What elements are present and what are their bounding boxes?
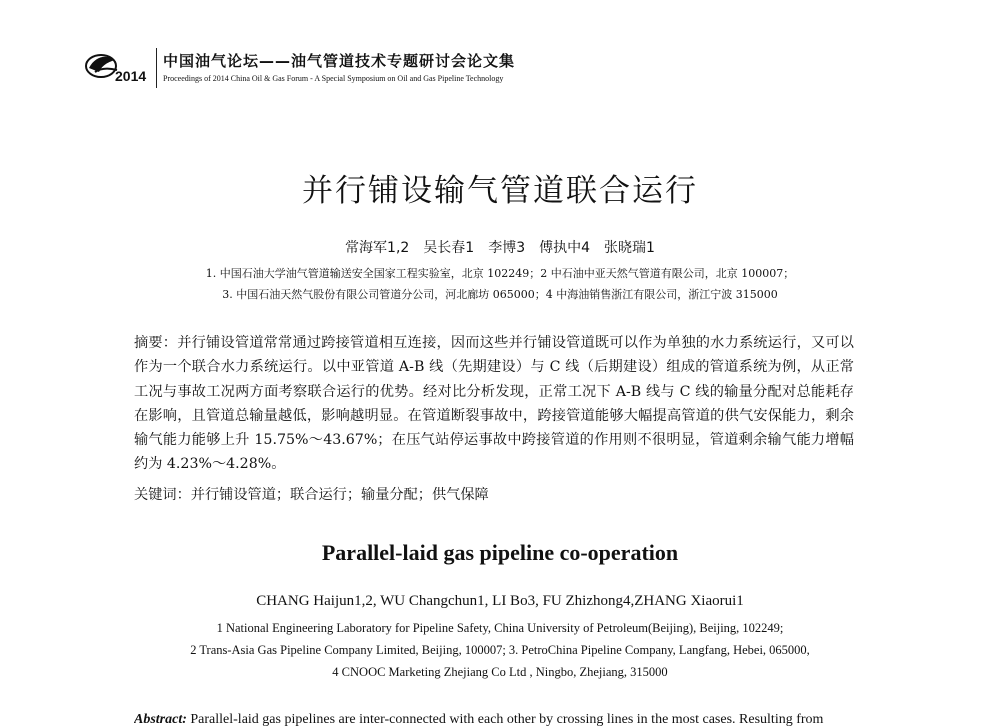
- abstract-en-text: Parallel-laid gas pipelines are inter-connected with each other by crossing lines in the most cases. Resulting from: [190, 712, 824, 727]
- header-year: 2014: [115, 68, 147, 84]
- header-divider: [156, 48, 157, 88]
- affiliation-en-3: 4 CNOOC Marketing Zhejiang Co Ltd , Ningbo, Zhejiang, 315000: [332, 665, 668, 679]
- paper-title-cn: 并行铺设输气管道联合运行: [302, 173, 698, 209]
- author-list-en: CHANG Haijun1,2, WU Changchun1, LI Bo3, FU Zhizhong4,ZHANG Xiaorui1: [256, 593, 744, 609]
- abstract-en: [134, 712, 854, 728]
- abstract-cn: 摘要：并行铺设管道常常通过跨接管道相互连接，因而这些并行铺设管道既可以作为单独的水力系统运行，又可以作为一个联合水力系统运行。以中亚管道 A-B 线（先期建设）与 C 线（后期建设）组成的管道系统为例，从正常工况与事故工况两方面考察联合运行的优势。经对比分析发现，正常工况下 A-B 线与 C 线的输量分配对总能耗存在影响，且管道总输量越低，影响越明显。在管道断裂事故中，跨接管道能够大幅提高管道的供气安保能力，剩余输气能力能够上升 15.75%～43.67%；在压气站停运事故中跨接管道的作用则不很明显，管道剩余输气能力增幅约为 4.23%～4.28%。: [134, 335, 854, 473]
- abstract-en-label: Abstract:: [134, 712, 187, 727]
- keywords-cn: 关键词：并行铺设管道；联合运行；输量分配；供气保障: [134, 487, 489, 503]
- affiliation-cn-1: 1. 中国石油大学油气管道输送安全国家工程实验室，北京 102249；2 中石油中亚天然气管道有限公司，北京 100007；: [205, 267, 795, 280]
- affiliation-en-2: 2 Trans-Asia Gas Pipeline Company Limited, Beijing, 100007; 3. PetroChina Pipeline Company, Langfang, Hebei, 065000,: [190, 643, 810, 657]
- author-list-cn: 常海军1,2 吴长春1 李博3 傅执中4 张晓瑞1: [345, 240, 655, 256]
- affiliation-cn-2: 3. 中国石油天然气股份有限公司管道分公司，河北廊坊 065000；4 中海油销售浙江有限公司，浙江宁波 315000: [222, 288, 778, 301]
- proceedings-header: [85, 44, 605, 90]
- proceedings-subtitle: Proceedings of 2014 China Oil & Gas Forum - A Special Symposium on Oil and Gas Pipeline Technology: [163, 74, 504, 83]
- paper-title-en: Parallel-laid gas pipeline co-operation: [321, 540, 679, 565]
- proceedings-title: 中国油气论坛——油气管道技术专题研讨会论文集: [163, 52, 516, 70]
- affiliation-en-1: 1 National Engineering Laboratory for Pipeline Safety, China University of Petroleum(Beijing), Beijing, 102249;: [216, 621, 784, 635]
